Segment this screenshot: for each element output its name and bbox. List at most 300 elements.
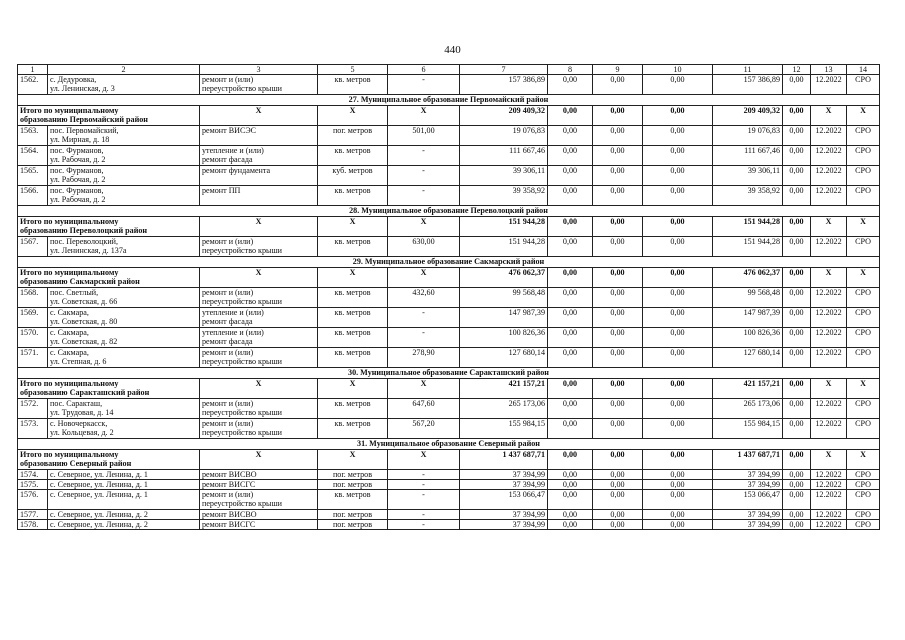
amount: 0,00	[783, 470, 811, 480]
row-number: 1572.	[18, 399, 48, 419]
amount: 0,00	[593, 470, 643, 480]
quantity: -	[388, 470, 460, 480]
quantity: 630,00	[388, 237, 460, 257]
address	[48, 75, 200, 95]
amount: 0,00	[783, 399, 811, 419]
table-row	[18, 399, 880, 419]
deadline: 12.2022	[811, 146, 847, 166]
amount: 0,00	[643, 308, 713, 328]
amount: 0,00	[643, 237, 713, 257]
work-type	[200, 480, 318, 490]
amount: 0,00	[643, 470, 713, 480]
address	[48, 490, 200, 510]
amount: 0,00	[593, 217, 643, 237]
column-number-row	[18, 65, 880, 75]
total-cost: 151 944,28	[460, 217, 548, 237]
address	[48, 166, 200, 186]
amount: 0,00	[643, 217, 713, 237]
line-1: с. Дедуровка,	[50, 75, 97, 85]
line-1: пос. Фурманов,	[50, 186, 104, 196]
x-mark: X	[200, 268, 318, 288]
line-1: ремонт и (или)	[202, 399, 254, 409]
amount: 0,00	[643, 166, 713, 186]
amount: 0,00	[643, 450, 713, 470]
amount: 0,00	[593, 237, 643, 257]
x-mark: X	[388, 450, 460, 470]
x-mark: X	[388, 268, 460, 288]
amount: 0,00	[783, 126, 811, 146]
total-cost: 39 358,92	[460, 186, 548, 206]
fund-cost: 127 680,14	[713, 348, 783, 368]
table-row	[18, 146, 880, 166]
amount: 0,00	[783, 490, 811, 510]
total-cost: 19 076,83	[460, 126, 548, 146]
unit: кв. метров	[318, 348, 388, 368]
row-number: 1565.	[18, 166, 48, 186]
district-total-row	[18, 217, 880, 237]
amount: 0,00	[783, 186, 811, 206]
total-cost: 111 667,46	[460, 146, 548, 166]
total-cost: 39 306,11	[460, 166, 548, 186]
address	[48, 126, 200, 146]
quantity: 501,00	[388, 126, 460, 146]
amount: 0,00	[783, 146, 811, 166]
amount: 0,00	[593, 268, 643, 288]
line-2: образованию Переволоцкий район	[20, 226, 148, 236]
line-2: ул. Рабочая, д. 2	[50, 175, 106, 185]
work-type	[200, 186, 318, 206]
table-row	[18, 490, 880, 510]
line-1: Итого по муниципальному	[20, 379, 119, 389]
unit: кв. метров	[318, 186, 388, 206]
line-2: ул. Советская, д. 82	[50, 337, 118, 347]
amount: 0,00	[783, 217, 811, 237]
unit: кв. метров	[318, 328, 388, 348]
method: СРО	[847, 186, 880, 206]
x-mark: X	[318, 379, 388, 399]
section-title: 29. Муниципальное образование Сакмарский район	[18, 257, 880, 268]
line-1: ремонт и (или)	[202, 288, 254, 298]
line-1: ремонт ВИСВО	[202, 470, 257, 480]
amount: 0,00	[643, 288, 713, 308]
fund-cost: 153 066,47	[713, 490, 783, 510]
line-1: ремонт ВИСГС	[202, 520, 256, 530]
table-row	[18, 288, 880, 308]
unit: кв. метров	[318, 399, 388, 419]
table-row	[18, 308, 880, 328]
line-2: образованию Сакмарский район	[20, 277, 140, 287]
column-number: 8	[548, 65, 593, 75]
deadline: 12.2022	[811, 237, 847, 257]
fund-cost: 37 394,99	[713, 480, 783, 490]
amount: 0,00	[783, 166, 811, 186]
work-type	[200, 490, 318, 510]
amount: 0,00	[593, 510, 643, 520]
total-cost: 151 944,28	[460, 237, 548, 257]
amount: 0,00	[783, 510, 811, 520]
total-label	[18, 106, 200, 126]
line-1: пос. Фурманов,	[50, 166, 104, 176]
line-1: Итого по муниципальному	[20, 217, 119, 227]
line-1: с. Северное, ул. Ленина, д. 2	[50, 510, 148, 520]
district-total-row	[18, 379, 880, 399]
line-2: ул. Ленинская, д. 3	[50, 84, 115, 94]
amount: 0,00	[593, 490, 643, 510]
x-mark: X	[200, 450, 318, 470]
amount: 0,00	[783, 520, 811, 530]
amount: 0,00	[643, 146, 713, 166]
quantity: -	[388, 146, 460, 166]
fund-cost: 147 987,39	[713, 308, 783, 328]
line-1: ремонт фундамента	[202, 166, 271, 176]
amount: 0,00	[548, 166, 593, 186]
amount: 0,00	[548, 186, 593, 206]
unit: пог. метров	[318, 510, 388, 520]
deadline: 12.2022	[811, 520, 847, 530]
fund-cost: 265 173,06	[713, 399, 783, 419]
line-1: с. Северное, ул. Ленина, д. 2	[50, 520, 148, 530]
amount: 0,00	[593, 308, 643, 328]
line-2: ремонт фасада	[202, 337, 253, 347]
total-cost: 37 394,99	[460, 470, 548, 480]
address	[48, 510, 200, 520]
amount: 0,00	[548, 126, 593, 146]
method: СРО	[847, 520, 880, 530]
total-cost: 147 987,39	[460, 308, 548, 328]
fund-cost: 37 394,99	[713, 520, 783, 530]
row-number: 1569.	[18, 308, 48, 328]
total-cost: 99 568,48	[460, 288, 548, 308]
amount: 0,00	[548, 470, 593, 480]
amount: 0,00	[548, 419, 593, 439]
fund-cost: 37 394,99	[713, 470, 783, 480]
work-type	[200, 166, 318, 186]
line-2: ул. Советская, д. 66	[50, 297, 118, 307]
total-cost: 37 394,99	[460, 520, 548, 530]
amount: 0,00	[548, 75, 593, 95]
column-number: 5	[318, 65, 388, 75]
row-number: 1566.	[18, 186, 48, 206]
work-type	[200, 399, 318, 419]
quantity: -	[388, 480, 460, 490]
amount: 0,00	[783, 75, 811, 95]
work-type	[200, 288, 318, 308]
x-mark: X	[847, 268, 880, 288]
total-cost: 37 394,99	[460, 510, 548, 520]
method: СРО	[847, 348, 880, 368]
deadline: 12.2022	[811, 166, 847, 186]
unit: кв. метров	[318, 288, 388, 308]
line-2: ул. Мирная, д. 18	[50, 135, 110, 145]
table-row	[18, 348, 880, 368]
amount: 0,00	[783, 379, 811, 399]
deadline: 12.2022	[811, 490, 847, 510]
section-heading-row	[18, 206, 880, 217]
amount: 0,00	[593, 166, 643, 186]
unit: кв. метров	[318, 419, 388, 439]
method: СРО	[847, 480, 880, 490]
line-2: образованию Саракташский район	[20, 388, 150, 398]
line-1: ремонт ПП	[202, 186, 241, 196]
x-mark: X	[200, 106, 318, 126]
work-type	[200, 520, 318, 530]
amount: 0,00	[783, 328, 811, 348]
total-cost: 1 437 687,71	[460, 450, 548, 470]
line-2: ул. Советская, д. 80	[50, 317, 118, 327]
amount: 0,00	[593, 399, 643, 419]
fund-cost: 39 358,92	[713, 186, 783, 206]
unit: кв. метров	[318, 146, 388, 166]
fund-cost: 155 984,15	[713, 419, 783, 439]
amount: 0,00	[593, 186, 643, 206]
column-number: 14	[847, 65, 880, 75]
line-2: переустройство крыши	[202, 428, 283, 438]
line-2: переустройство крыши	[202, 408, 283, 418]
address	[48, 520, 200, 530]
line-1: ремонт и (или)	[202, 237, 254, 247]
amount: 0,00	[783, 106, 811, 126]
section-heading-row	[18, 95, 880, 106]
method: СРО	[847, 328, 880, 348]
line-1: пос. Переволоцкий,	[50, 237, 119, 247]
line-1: пос. Фурманов,	[50, 146, 104, 156]
unit: пог. метров	[318, 126, 388, 146]
address	[48, 470, 200, 480]
address	[48, 237, 200, 257]
x-mark: X	[811, 450, 847, 470]
method: СРО	[847, 470, 880, 480]
deadline: 12.2022	[811, 186, 847, 206]
amount: 0,00	[548, 520, 593, 530]
deadline: 12.2022	[811, 510, 847, 520]
row-number: 1577.	[18, 510, 48, 520]
amount: 0,00	[643, 419, 713, 439]
address	[48, 288, 200, 308]
amount: 0,00	[643, 328, 713, 348]
line-1: с. Северное, ул. Ленина, д. 1	[50, 470, 148, 480]
amount: 0,00	[643, 399, 713, 419]
total-cost: 421 157,21	[460, 379, 548, 399]
amount: 0,00	[593, 480, 643, 490]
column-number: 3	[200, 65, 318, 75]
amount: 0,00	[548, 450, 593, 470]
quantity: -	[388, 490, 460, 510]
amount: 0,00	[593, 126, 643, 146]
amount: 0,00	[643, 348, 713, 368]
address	[48, 419, 200, 439]
amount: 0,00	[548, 217, 593, 237]
fund-cost: 99 568,48	[713, 288, 783, 308]
quantity: -	[388, 308, 460, 328]
work-type	[200, 348, 318, 368]
deadline: 12.2022	[811, 328, 847, 348]
method: СРО	[847, 399, 880, 419]
amount: 0,00	[548, 480, 593, 490]
row-number: 1564.	[18, 146, 48, 166]
work-type	[200, 470, 318, 480]
amount: 0,00	[548, 308, 593, 328]
total-cost: 100 826,36	[460, 328, 548, 348]
amount: 0,00	[593, 520, 643, 530]
quantity: -	[388, 510, 460, 520]
table-row	[18, 510, 880, 520]
line-2: ул. Ленинская, д. 137а	[50, 246, 127, 256]
method: СРО	[847, 146, 880, 166]
line-2: ул. Рабочая, д. 2	[50, 155, 106, 165]
method: СРО	[847, 75, 880, 95]
row-number: 1578.	[18, 520, 48, 530]
row-number: 1573.	[18, 419, 48, 439]
section-title: 28. Муниципальное образование Переволоцкий район	[18, 206, 880, 217]
total-cost: 155 984,15	[460, 419, 548, 439]
total-label	[18, 450, 200, 470]
table-row	[18, 328, 880, 348]
x-mark: X	[847, 217, 880, 237]
amount: 0,00	[593, 146, 643, 166]
line-1: пос. Светлый,	[50, 288, 99, 298]
table-row	[18, 186, 880, 206]
unit: куб. метров	[318, 166, 388, 186]
address	[48, 146, 200, 166]
amount: 0,00	[548, 348, 593, 368]
column-number: 12	[783, 65, 811, 75]
district-total-row	[18, 268, 880, 288]
x-mark: X	[388, 379, 460, 399]
row-number: 1574.	[18, 470, 48, 480]
quantity: 567,20	[388, 419, 460, 439]
line-1: ремонт и (или)	[202, 348, 254, 358]
x-mark: X	[811, 379, 847, 399]
amount: 0,00	[643, 268, 713, 288]
row-number: 1575.	[18, 480, 48, 490]
amount: 0,00	[783, 308, 811, 328]
repair-schedule-table	[17, 64, 880, 530]
work-type	[200, 146, 318, 166]
address	[48, 186, 200, 206]
line-2: переустройство крыши	[202, 499, 283, 509]
x-mark: X	[318, 217, 388, 237]
address	[48, 348, 200, 368]
amount: 0,00	[593, 419, 643, 439]
method: СРО	[847, 419, 880, 439]
x-mark: X	[847, 379, 880, 399]
section-title: 31. Муниципальное образование Северный район	[18, 439, 880, 450]
table-row	[18, 520, 880, 530]
amount: 0,00	[593, 106, 643, 126]
x-mark: X	[847, 106, 880, 126]
amount: 0,00	[643, 510, 713, 520]
section-title: 30. Муниципальное образование Саракташский район	[18, 368, 880, 379]
row-number: 1567.	[18, 237, 48, 257]
fund-cost: 39 306,11	[713, 166, 783, 186]
total-cost: 209 409,32	[460, 106, 548, 126]
x-mark: X	[811, 217, 847, 237]
x-mark: X	[318, 268, 388, 288]
total-label	[18, 379, 200, 399]
quantity: 278,90	[388, 348, 460, 368]
amount: 0,00	[643, 186, 713, 206]
method: СРО	[847, 308, 880, 328]
total-cost: 476 062,37	[460, 268, 548, 288]
column-number: 7	[460, 65, 548, 75]
method: СРО	[847, 237, 880, 257]
line-2: ул. Степная, д. 6	[50, 357, 107, 367]
total-cost: 37 394,99	[460, 480, 548, 490]
amount: 0,00	[643, 379, 713, 399]
x-mark: X	[200, 217, 318, 237]
line-1: с. Сакмара,	[50, 348, 89, 358]
column-number: 1	[18, 65, 48, 75]
section-heading-row	[18, 257, 880, 268]
line-2: ремонт фасада	[202, 317, 253, 327]
row-number: 1563.	[18, 126, 48, 146]
total-cost: 209 409,32	[713, 106, 783, 126]
fund-cost: 37 394,99	[713, 510, 783, 520]
row-number: 1576.	[18, 490, 48, 510]
total-label	[18, 217, 200, 237]
line-2: образованию Северный район	[20, 459, 132, 469]
total-cost: 127 680,14	[460, 348, 548, 368]
total-cost: 476 062,37	[713, 268, 783, 288]
work-type	[200, 328, 318, 348]
unit: кв. метров	[318, 490, 388, 510]
line-2: ул. Кольцевая, д. 2	[50, 428, 114, 438]
method: СРО	[847, 166, 880, 186]
amount: 0,00	[643, 480, 713, 490]
amount: 0,00	[593, 288, 643, 308]
fund-cost: 151 944,28	[713, 237, 783, 257]
deadline: 12.2022	[811, 288, 847, 308]
row-number: 1568.	[18, 288, 48, 308]
work-type	[200, 237, 318, 257]
deadline: 12.2022	[811, 399, 847, 419]
fund-cost: 100 826,36	[713, 328, 783, 348]
unit: кв. метров	[318, 237, 388, 257]
address	[48, 399, 200, 419]
unit: кв. метров	[318, 308, 388, 328]
address	[48, 328, 200, 348]
section-heading-row	[18, 439, 880, 450]
amount: 0,00	[548, 268, 593, 288]
method: СРО	[847, 510, 880, 520]
total-cost: 421 157,21	[713, 379, 783, 399]
table-row	[18, 166, 880, 186]
amount: 0,00	[643, 106, 713, 126]
amount: 0,00	[643, 520, 713, 530]
line-1: с. Новочеркасск,	[50, 419, 108, 429]
quantity: 432,60	[388, 288, 460, 308]
page-number: 440	[444, 44, 461, 56]
line-1: ремонт ВИСВО	[202, 510, 257, 520]
line-1: ремонт ВИСГС	[202, 480, 256, 490]
deadline: 12.2022	[811, 480, 847, 490]
x-mark: X	[388, 106, 460, 126]
column-number: 13	[811, 65, 847, 75]
deadline: 12.2022	[811, 348, 847, 368]
line-1: с. Северное, ул. Ленина, д. 1	[50, 480, 148, 490]
work-type	[200, 75, 318, 95]
method: СРО	[847, 490, 880, 510]
amount: 0,00	[548, 510, 593, 520]
amount: 0,00	[593, 450, 643, 470]
line-2: переустройство крыши	[202, 84, 283, 94]
line-2: переустройство крыши	[202, 297, 283, 307]
amount: 0,00	[643, 490, 713, 510]
table-row	[18, 419, 880, 439]
row-number: 1562.	[18, 75, 48, 95]
work-type	[200, 510, 318, 520]
line-1: Итого по муниципальному	[20, 268, 119, 278]
